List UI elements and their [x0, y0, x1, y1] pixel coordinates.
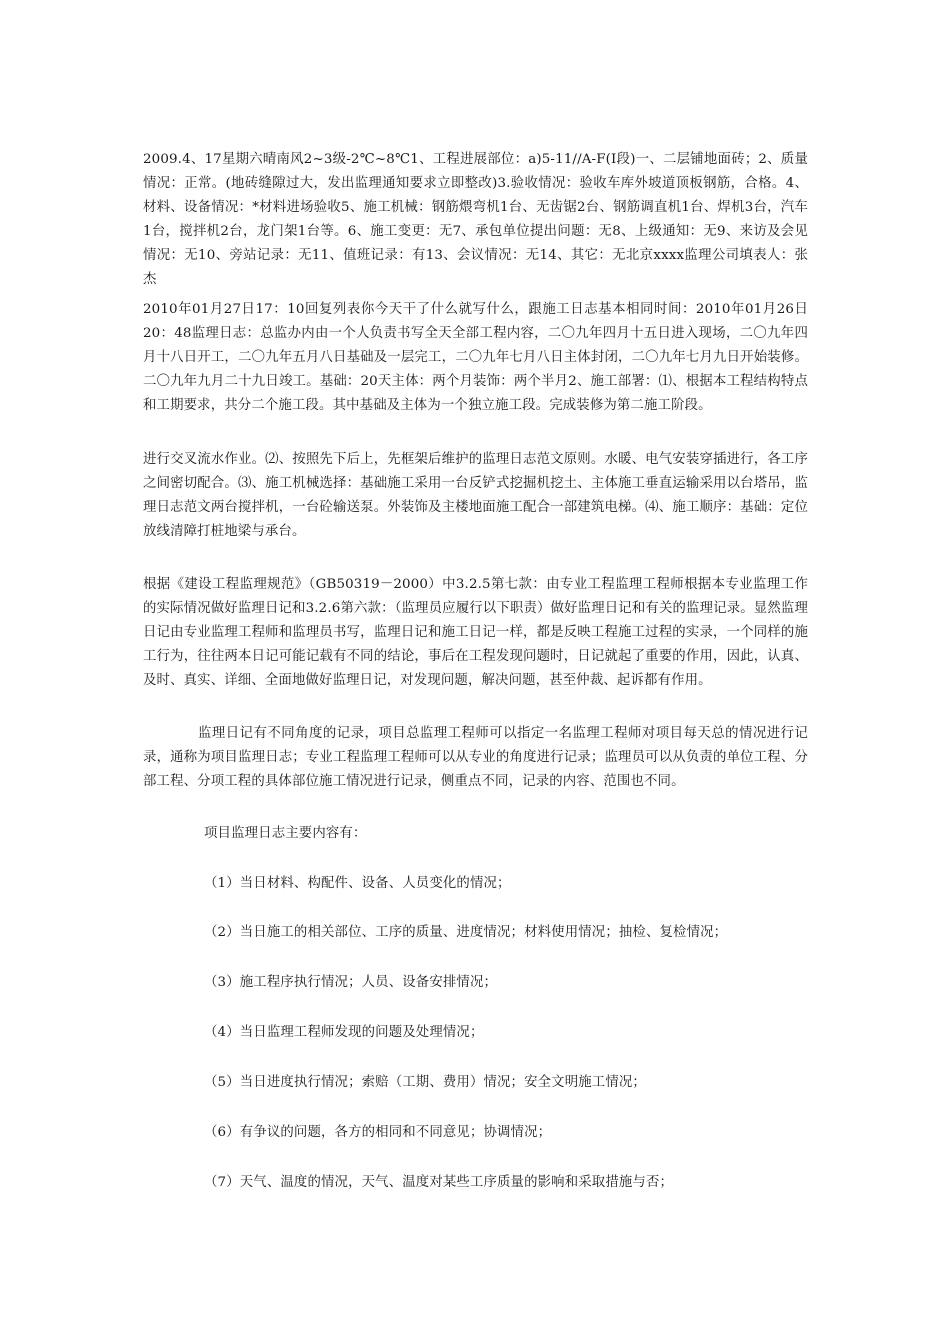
- list-item: （4）当日监理工程师发现的问题及处理情况；: [204, 1025, 484, 1040]
- list-item: （3）施工程序执行情况；人员、设备安排情况；: [204, 975, 498, 990]
- list-item: （1）当日材料、构配件、设备、人员变化的情况；: [204, 876, 511, 891]
- paragraph-construction-sequence: 进行交叉流水作业。⑵、按照先下后上，先框架后维护的监理日志范文原则。水暖、电气安装穿插进行，各工序之间密切配合。⑶、施工机械选择：基础施工采用一台反铲式挖掘机挖土、主体施工垂直运输采用以台塔吊，监理日志范文两台搅拌机，一台砼输送泵。外装饰及主楼地面施工配合一部建筑电梯。⑷、施工顺序：基础：定位放线清障打桩地梁与承台。: [143, 452, 808, 539]
- list-item: （6）有争议的问题，各方的相同和不同意见；协调情况；: [204, 1125, 552, 1140]
- list-heading: 项目监理日志主要内容有：: [204, 826, 367, 841]
- list-item: （2）当日施工的相关部位、工序的质量、进度情况；材料使用情况；抽检、复检情况；: [204, 925, 728, 940]
- paragraph-daily-log: 2009.4、17星期六晴南风2~3级-2℃~8℃1、工程进展部位：a)5-11//A-F(I段)一、二层铺地面砖；2、质量情况：正常。(地砖缝隙过大，发出监理通知要求立即整改)3.验收情况：验收车库外坡道顶板钢筋，合格。4、材料、设备情况：*材料进场验收5、施工机械：钢筋煨弯机1台、无齿锯2台、钢筋调直机1台、焊机3台，汽车1台，搅拌机2台，龙门架1台等。6、施工变更：无7、承包单位提出问题：无8、上级通知：无9、来访及会见情况：无10、旁站记录：无11、值班记录：有13、会议情况：无14、其它：无北京xxxx监理公司填表人：张杰: [143, 152, 808, 287]
- paragraph-regulation: 根据《建设工程监理规范》（GB50319－2000）中3.2.5第七款：由专业工程监理工程师根据本专业监理工作的实际情况做好监理日记和3.2.6第六款：（监理员应履行以下职责）做好监理日记和有关的监理记录。显然监理日记由专业监理工程师和监理员书写，监理日记和施工日记一样，都是反映工程施工过程的实录，一个同样的施工行为，往往两本日记可能记载有不同的结论，事后在工程发现问题时，日记就起了重要的作用，因此，认真、及时、真实、详细、全面地做好监理日记，对发现问题，解决问题，甚至仲裁、起诉都有作用。: [143, 577, 808, 688]
- paragraph-reply-log: 2010年01月27日17：10回复列表你今天干了什么就写什么，跟施工日志基本相同时间：2010年01月26日20：48监理日志：总监办内由一个人负责书写全天全部工程内容，二〇九年四月十五日进入现场，二〇九年四月十八日开工，二〇九年五月八日基础及一层完工，二〇九年七月八日主体封闭，二〇九年七月九日开始装修。二〇九年九月二十九日竣工。基础：20天主体：两个月装饰：两个半月2、施工部署：⑴、根据本工程结构特点和工期要求，共分二个施工段。其中基础及主体为一个独立施工段。完成装修为第二施工阶段。: [143, 302, 808, 413]
- list-item: （7）天气、温度的情况，天气、温度对某些工序质量的影响和采取措施与否；: [204, 1175, 674, 1190]
- paragraph-diary-perspectives: 监理日记有不同角度的记录，项目总监理工程师可以指定一名监理工程师对项目每天总的情况进行记录，通称为项目监理日志；专业工程监理工程师可以从专业的角度进行记录；监理员可以从负责的单位工程、分部工程、分项工程的具体部位施工情况进行记录，侧重点不同，记录的内容、范围也不同。: [143, 726, 808, 789]
- list-item: （5）当日进度执行情况；索赔（工期、费用）情况；安全文明施工情况；: [204, 1075, 646, 1090]
